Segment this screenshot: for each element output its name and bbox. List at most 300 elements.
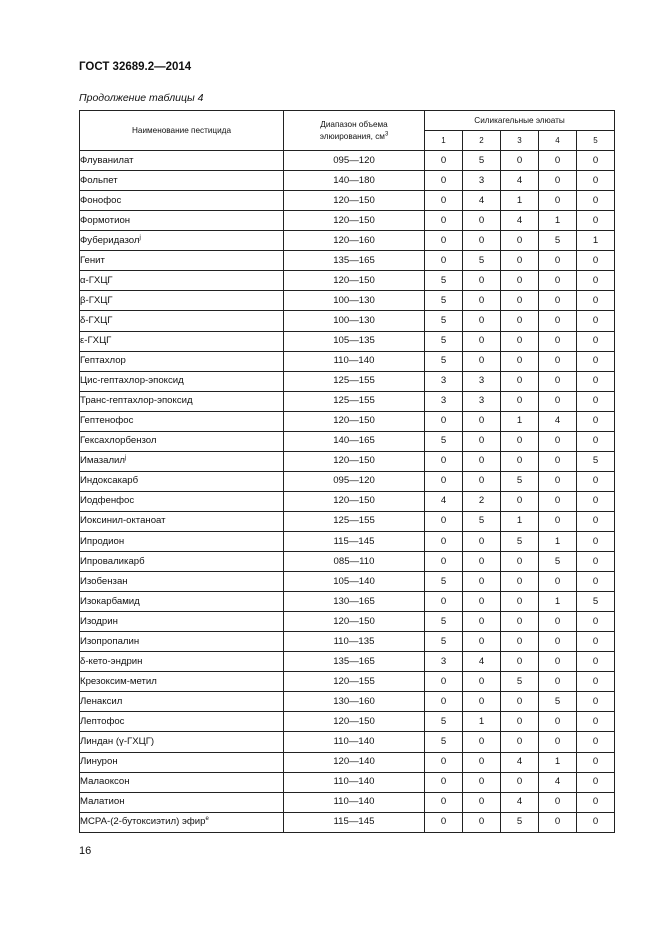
eluate-value-cell: 0 [501, 311, 539, 331]
pesticide-name-cell [80, 471, 284, 491]
pesticide-name-cell [80, 191, 284, 211]
pesticide-name: Цис-гептахлор-эпоксид [80, 375, 184, 387]
eluate-value-cell: 0 [539, 612, 577, 632]
eluate-value-cell: 0 [577, 632, 615, 652]
table-row [80, 471, 615, 491]
eluate-value-cell: 5 [425, 632, 463, 652]
eluate-value-cell: 0 [577, 692, 615, 712]
pesticide-name-cell [80, 692, 284, 712]
eluate-value-cell: 3 [425, 652, 463, 672]
eluate-value-cell: 1 [501, 411, 539, 431]
eluate-value-cell: 0 [463, 672, 501, 692]
eluate-value-cell: 0 [463, 572, 501, 592]
eluate-value-cell: 0 [577, 572, 615, 592]
eluate-value-cell: 0 [539, 251, 577, 271]
pesticide-name: δ-кето-эндрин [80, 655, 143, 667]
table-row [80, 331, 615, 351]
eluate-value-cell: 0 [577, 672, 615, 692]
eluate-value-cell: 0 [539, 311, 577, 331]
eluate-value-cell: 0 [539, 712, 577, 732]
pesticide-name-cell [80, 652, 284, 672]
eluate-value-cell: 5 [425, 331, 463, 351]
pesticide-name: Линдан (γ-ГХЦГ) [80, 735, 155, 747]
eluate-value-cell: 0 [577, 331, 615, 351]
eluate-value-cell: 4 [501, 211, 539, 231]
eluate-value-cell: 0 [463, 271, 501, 291]
eluate-value-cell: 5 [425, 431, 463, 451]
table-row [80, 431, 615, 451]
eluate-value-cell: 0 [463, 592, 501, 612]
pesticide-name: Изопропалин [80, 635, 140, 647]
pesticide-name-cell [80, 812, 284, 832]
table-caption: Продолжение таблицы 4 [79, 92, 204, 104]
footnote-marker: e [205, 815, 209, 822]
eluate-value-cell: 0 [577, 652, 615, 672]
eluate-value-cell: 0 [501, 151, 539, 171]
elution-range-cell: 130—165 [284, 592, 425, 612]
elution-range-cell: 140—180 [284, 171, 425, 191]
eluate-value-cell: 1 [539, 752, 577, 772]
eluate-value-cell: 0 [501, 331, 539, 351]
pesticide-name: Имазалил [80, 455, 126, 467]
eluate-value-cell: 0 [539, 732, 577, 752]
eluate-value-cell: 0 [577, 752, 615, 772]
table-row [80, 652, 615, 672]
eluate-value-cell: 0 [425, 592, 463, 612]
eluate-value-cell: 0 [539, 451, 577, 471]
eluate-value-cell: 0 [577, 732, 615, 752]
eluate-value-cell: 5 [577, 451, 615, 471]
eluate-value-cell: 1 [539, 531, 577, 551]
eluate-value-cell: 5 [425, 291, 463, 311]
eluate-value-cell: 5 [425, 712, 463, 732]
eluate-value-cell: 0 [463, 772, 501, 792]
eluate-value-cell: 0 [577, 171, 615, 191]
eluate-value-cell: 0 [425, 211, 463, 231]
eluate-value-cell: 0 [577, 612, 615, 632]
pesticide-name: Лептофос [80, 715, 125, 727]
eluate-value-cell: 0 [501, 231, 539, 251]
eluate-value-cell: 0 [425, 191, 463, 211]
eluate-value-cell: 5 [463, 151, 501, 171]
pesticide-name: Малаоксон [80, 776, 130, 788]
table-row [80, 191, 615, 211]
column-header-elution-range [284, 111, 425, 151]
eluate-value-cell: 0 [501, 491, 539, 511]
eluate-value-cell: 0 [577, 351, 615, 371]
eluate-value-cell: 0 [425, 511, 463, 531]
table-row [80, 511, 615, 531]
eluate-value-cell: 0 [425, 411, 463, 431]
pesticide-name: Изокарбамид [80, 595, 140, 607]
table-row [80, 391, 615, 411]
table-row [80, 251, 615, 271]
table-row [80, 231, 615, 251]
elution-range-label-line2: элюирования, см [319, 131, 385, 141]
eluate-value-cell: 0 [463, 812, 501, 832]
eluate-value-cell: 0 [463, 531, 501, 551]
table-row [80, 311, 615, 331]
elution-range-cell: 120—150 [284, 612, 425, 632]
eluate-value-cell: 0 [501, 592, 539, 612]
table-row [80, 291, 615, 311]
pesticide-name-cell [80, 211, 284, 231]
elution-range-cell: 110—140 [284, 351, 425, 371]
pesticide-name-cell [80, 171, 284, 191]
pesticide-table [79, 110, 615, 833]
table-row [80, 451, 615, 471]
pesticide-name-cell [80, 351, 284, 371]
pesticide-name-cell [80, 271, 284, 291]
eluate-value-cell: 0 [501, 371, 539, 391]
table-row [80, 151, 615, 171]
pesticide-name-cell [80, 411, 284, 431]
eluate-value-cell: 1 [577, 231, 615, 251]
eluate-value-cell: 0 [501, 552, 539, 572]
pesticide-name: Флуванилат [80, 154, 134, 166]
eluate-value-cell: 0 [501, 632, 539, 652]
table-row [80, 632, 615, 652]
pesticide-name: Изобензан [80, 575, 128, 587]
pesticide-name-cell [80, 151, 284, 171]
elution-range-cell: 120—140 [284, 752, 425, 772]
pesticide-name-cell [80, 331, 284, 351]
eluate-value-cell: 5 [501, 531, 539, 551]
pesticide-name: Фонофос [80, 194, 122, 206]
eluate-value-cell: 0 [501, 652, 539, 672]
table-row [80, 792, 615, 812]
elution-range-cell: 125—155 [284, 391, 425, 411]
elution-range-cell: 115—145 [284, 812, 425, 832]
pesticide-name-cell [80, 431, 284, 451]
eluate-value-cell: 3 [425, 371, 463, 391]
eluate-value-cell: 1 [539, 211, 577, 231]
eluate-value-cell: 0 [501, 431, 539, 451]
eluate-value-cell: 0 [577, 772, 615, 792]
eluate-value-cell: 0 [577, 271, 615, 291]
eluate-value-cell: 0 [463, 351, 501, 371]
elution-range-cell: 100—130 [284, 291, 425, 311]
table-row [80, 772, 615, 792]
eluate-value-cell: 4 [501, 752, 539, 772]
eluate-value-cell: 0 [501, 612, 539, 632]
elution-range-cell: 105—140 [284, 572, 425, 592]
eluate-value-cell: 0 [577, 431, 615, 451]
eluate-value-cell: 4 [539, 772, 577, 792]
eluate-value-cell: 0 [501, 712, 539, 732]
eluate-value-cell: 0 [539, 471, 577, 491]
eluate-value-cell: 0 [425, 171, 463, 191]
pesticide-name: Ленаксил [80, 695, 123, 707]
eluate-value-cell: 0 [539, 171, 577, 191]
eluate-value-cell: 5 [425, 351, 463, 371]
footnote-marker: j [139, 234, 141, 241]
table-row [80, 752, 615, 772]
eluate-value-cell: 0 [501, 271, 539, 291]
eluate-value-cell: 5 [501, 672, 539, 692]
elution-range-cell: 125—155 [284, 371, 425, 391]
pesticide-name: Индоксакарб [80, 475, 139, 487]
fraction-header: 5 [577, 131, 615, 151]
pesticide-name-cell [80, 531, 284, 551]
eluate-value-cell: 0 [425, 471, 463, 491]
table-row [80, 812, 615, 832]
pesticide-name-cell [80, 752, 284, 772]
pesticide-name-cell [80, 632, 284, 652]
elution-range-cell: 120—150 [284, 451, 425, 471]
eluate-value-cell: 5 [463, 511, 501, 531]
eluate-value-cell: 0 [501, 451, 539, 471]
pesticide-name: Малатион [80, 796, 125, 808]
pesticide-name: α-ГХЦГ [80, 274, 113, 286]
eluate-value-cell: 0 [577, 511, 615, 531]
eluate-value-cell: 0 [539, 491, 577, 511]
eluate-value-cell: 0 [577, 491, 615, 511]
table-row [80, 732, 615, 752]
table-row [80, 572, 615, 592]
table-row [80, 411, 615, 431]
eluate-value-cell: 0 [463, 732, 501, 752]
pesticide-name-cell [80, 291, 284, 311]
elution-range-cell: 140—165 [284, 431, 425, 451]
eluate-value-cell: 4 [425, 491, 463, 511]
table-row [80, 211, 615, 231]
column-header-silica-eluates: Силикагельные элюаты [425, 111, 615, 131]
table-row [80, 271, 615, 291]
eluate-value-cell: 0 [577, 191, 615, 211]
eluate-value-cell: 0 [577, 311, 615, 331]
elution-range-cell: 135—165 [284, 251, 425, 271]
pesticide-name-cell [80, 792, 284, 812]
table-row [80, 612, 615, 632]
eluate-value-cell: 0 [539, 331, 577, 351]
elution-range-cell: 120—155 [284, 672, 425, 692]
pesticide-name: Ипроваликарб [80, 555, 145, 567]
eluate-value-cell: 0 [501, 692, 539, 712]
eluate-value-cell: 0 [425, 552, 463, 572]
pesticide-name-cell [80, 552, 284, 572]
eluate-value-cell: 0 [501, 391, 539, 411]
elution-range-cell: 130—160 [284, 692, 425, 712]
eluate-value-cell: 0 [501, 772, 539, 792]
eluate-value-cell: 0 [463, 211, 501, 231]
elution-range-cell: 120—150 [284, 411, 425, 431]
eluate-value-cell: 0 [425, 531, 463, 551]
pesticide-name: Генит [80, 254, 105, 266]
eluate-value-cell: 0 [425, 251, 463, 271]
pesticide-name-cell [80, 572, 284, 592]
table-body [80, 151, 615, 833]
elution-range-cell: 110—135 [284, 632, 425, 652]
table-row [80, 351, 615, 371]
eluate-value-cell: 0 [539, 291, 577, 311]
pesticide-name: ε-ГХЦГ [80, 335, 112, 347]
eluate-value-cell: 5 [425, 311, 463, 331]
eluate-value-cell: 0 [539, 812, 577, 832]
elution-range-cell: 100—130 [284, 311, 425, 331]
elution-range-cell: 095—120 [284, 151, 425, 171]
pesticide-name-cell [80, 772, 284, 792]
fraction-header: 2 [463, 131, 501, 151]
pesticide-name: Иоксинил-октаноат [80, 515, 166, 527]
pesticide-name: Фольпет [80, 174, 118, 186]
eluate-value-cell: 0 [577, 251, 615, 271]
eluate-value-cell: 3 [463, 171, 501, 191]
eluate-value-cell: 0 [425, 792, 463, 812]
eluate-value-cell: 0 [539, 391, 577, 411]
pesticide-name: Фуберидазол [80, 234, 140, 246]
eluate-value-cell: 0 [425, 672, 463, 692]
eluate-value-cell: 2 [463, 491, 501, 511]
eluate-value-cell: 0 [425, 772, 463, 792]
table-row [80, 552, 615, 572]
table-row [80, 712, 615, 732]
eluate-value-cell: 5 [539, 552, 577, 572]
eluate-value-cell: 4 [463, 652, 501, 672]
eluate-value-cell: 5 [425, 271, 463, 291]
eluate-value-cell: 0 [577, 411, 615, 431]
elution-range-cell: 110—140 [284, 732, 425, 752]
table-row [80, 171, 615, 191]
eluate-value-cell: 0 [463, 291, 501, 311]
eluate-value-cell: 1 [501, 191, 539, 211]
pesticide-name: MCPA-(2-бутоксиэтил) эфир [80, 816, 206, 828]
eluate-value-cell: 0 [501, 291, 539, 311]
eluate-value-cell: 1 [539, 592, 577, 612]
pesticide-name-cell [80, 391, 284, 411]
footnote-marker: j [125, 455, 127, 462]
elution-range-label-line1: Диапазон объема [320, 119, 388, 129]
elution-range-cell: 120—150 [284, 712, 425, 732]
elution-range-cell: 135—165 [284, 652, 425, 672]
eluate-value-cell: 0 [539, 632, 577, 652]
pesticide-name-cell [80, 612, 284, 632]
elution-range-cell: 085—110 [284, 552, 425, 572]
eluate-value-cell: 1 [463, 712, 501, 732]
eluate-value-cell: 3 [463, 371, 501, 391]
eluate-value-cell: 5 [539, 692, 577, 712]
elution-range-cell: 115—145 [284, 531, 425, 551]
eluate-value-cell: 4 [501, 171, 539, 191]
eluate-value-cell: 0 [539, 511, 577, 531]
document-header: ГОСТ 32689.2—2014 [79, 61, 192, 73]
pesticide-name: δ-ГХЦГ [80, 314, 113, 326]
eluate-value-cell: 0 [539, 572, 577, 592]
pesticide-name: Иодфенфос [80, 495, 135, 507]
pesticide-name: β-ГХЦГ [80, 294, 113, 306]
eluate-value-cell: 0 [463, 552, 501, 572]
eluate-value-cell: 5 [539, 231, 577, 251]
eluate-value-cell: 0 [577, 792, 615, 812]
pesticide-name-cell [80, 732, 284, 752]
eluate-value-cell: 5 [463, 251, 501, 271]
eluate-value-cell: 0 [577, 552, 615, 572]
fraction-header: 1 [425, 131, 463, 151]
eluate-value-cell: 0 [577, 291, 615, 311]
pesticide-name-cell [80, 451, 284, 471]
pesticide-name-cell [80, 592, 284, 612]
elution-range-cell: 120—150 [284, 211, 425, 231]
eluate-value-cell: 0 [539, 652, 577, 672]
pesticide-name-cell [80, 672, 284, 692]
pesticide-name: Гептахлор [80, 355, 126, 367]
eluate-value-cell: 0 [539, 191, 577, 211]
eluate-value-cell: 0 [463, 752, 501, 772]
table-row [80, 491, 615, 511]
eluate-value-cell: 0 [501, 732, 539, 752]
eluate-value-cell: 5 [425, 612, 463, 632]
eluate-value-cell: 0 [577, 151, 615, 171]
eluate-value-cell: 0 [539, 151, 577, 171]
elution-range-cell: 105—135 [284, 331, 425, 351]
eluate-value-cell: 0 [425, 752, 463, 772]
eluate-value-cell: 0 [539, 792, 577, 812]
eluate-value-cell: 5 [577, 592, 615, 612]
eluate-value-cell: 0 [463, 792, 501, 812]
elution-range-cell: 110—140 [284, 772, 425, 792]
fraction-header: 3 [501, 131, 539, 151]
eluate-value-cell: 0 [501, 572, 539, 592]
pesticide-name-cell [80, 231, 284, 251]
eluate-value-cell: 0 [463, 431, 501, 451]
elution-range-cell: 120—150 [284, 191, 425, 211]
eluate-value-cell: 0 [539, 431, 577, 451]
table-row [80, 531, 615, 551]
eluate-value-cell: 0 [577, 531, 615, 551]
eluate-value-cell: 0 [539, 672, 577, 692]
eluate-value-cell: 0 [577, 211, 615, 231]
eluate-value-cell: 0 [463, 451, 501, 471]
pesticide-name: Формотион [80, 214, 131, 226]
elution-range-cell: 095—120 [284, 471, 425, 491]
pesticide-name-cell [80, 371, 284, 391]
eluate-value-cell: 4 [501, 792, 539, 812]
eluate-value-cell: 0 [425, 231, 463, 251]
eluate-value-cell: 0 [425, 451, 463, 471]
pesticide-name-cell [80, 311, 284, 331]
eluate-value-cell: 0 [425, 151, 463, 171]
unit-exponent: 3 [384, 130, 389, 137]
eluate-value-cell: 0 [501, 251, 539, 271]
eluate-value-cell: 0 [463, 692, 501, 712]
pesticide-name: Транс-гептахлор-эпоксид [80, 395, 193, 407]
pesticide-name: Гептенофос [80, 415, 134, 427]
eluate-value-cell: 0 [577, 391, 615, 411]
elution-range-cell: 125—155 [284, 511, 425, 531]
eluate-value-cell: 0 [425, 812, 463, 832]
eluate-value-cell: 0 [463, 471, 501, 491]
table-row [80, 672, 615, 692]
pesticide-name: Линурон [80, 756, 118, 768]
column-header-pesticide-name: Наименование пестицида [80, 111, 284, 151]
elution-range-cell: 110—140 [284, 792, 425, 812]
eluate-value-cell: 0 [463, 231, 501, 251]
eluate-value-cell: 4 [539, 411, 577, 431]
eluate-value-cell: 5 [425, 572, 463, 592]
table-row [80, 692, 615, 712]
eluate-value-cell: 0 [463, 632, 501, 652]
elution-range-cell: 120—160 [284, 231, 425, 251]
pesticide-name-cell [80, 491, 284, 511]
eluate-value-cell: 0 [425, 692, 463, 712]
page-number: 16 [79, 845, 92, 857]
eluate-value-cell: 3 [463, 391, 501, 411]
eluate-value-cell: 0 [463, 411, 501, 431]
eluate-value-cell: 0 [539, 371, 577, 391]
pesticide-name: Крезоксим-метил [80, 675, 157, 687]
pesticide-name-cell [80, 511, 284, 531]
eluate-value-cell: 0 [577, 812, 615, 832]
